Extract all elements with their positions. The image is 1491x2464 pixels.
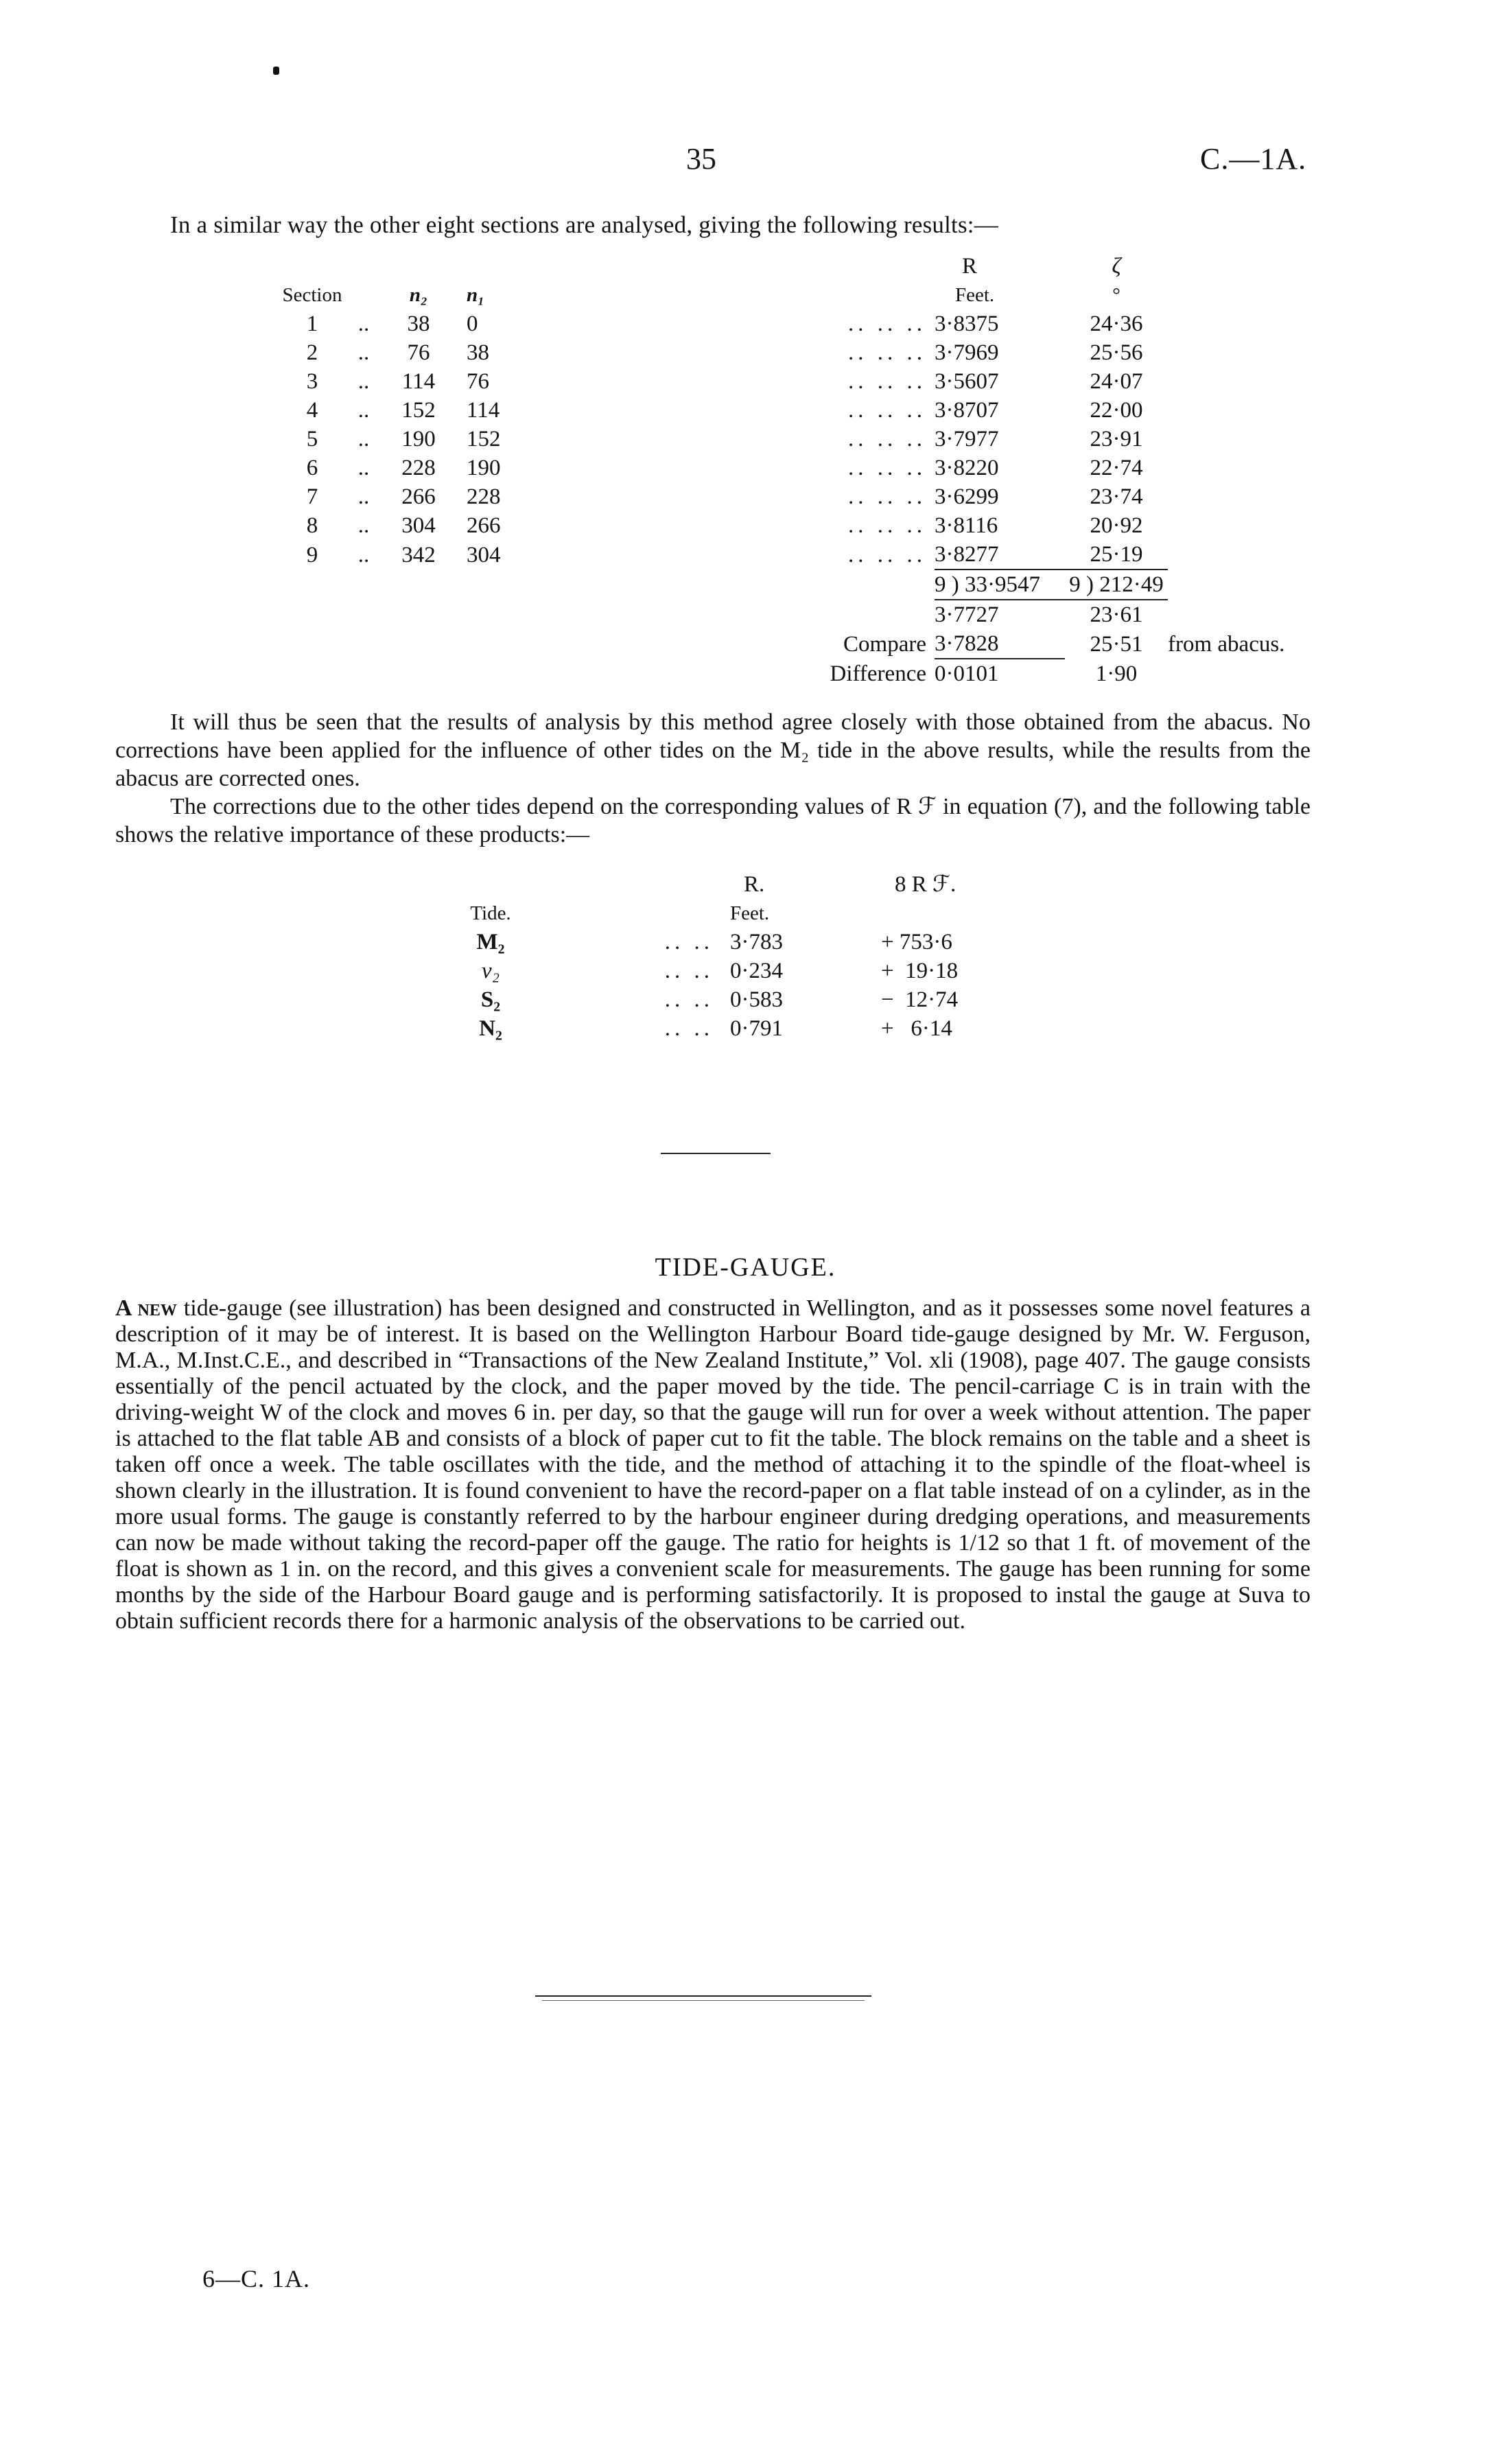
- dot-leader: .. .. ..: [848, 542, 926, 567]
- col-section-header: Section: [282, 284, 342, 306]
- end-rule: [535, 1995, 871, 1997]
- section-divider: [661, 1153, 771, 1154]
- dot-leader: ..: [357, 484, 370, 509]
- compare-row: [274, 629, 1346, 659]
- n1-value: 38: [467, 340, 489, 365]
- n1-value: 190: [467, 456, 501, 480]
- r-value: 3·8220: [935, 456, 999, 480]
- zeta-value: 23·74: [1090, 484, 1143, 509]
- tide-name: S₂: [480, 987, 501, 1012]
- table-row: [439, 1014, 1032, 1043]
- ink-speck: [273, 67, 279, 75]
- col-tide-header: Tide.: [470, 902, 511, 924]
- zeta-value: 22·00: [1090, 398, 1143, 423]
- difference-row: [274, 659, 1346, 688]
- compare-label: Compare: [843, 631, 926, 657]
- dot-leader: .. ..: [664, 987, 714, 1012]
- tide-name: N₂: [479, 1016, 502, 1041]
- n2-value: 114: [401, 369, 436, 394]
- dot-leader: ..: [357, 542, 370, 567]
- section-number: 9: [306, 542, 318, 567]
- table-row: [274, 511, 1346, 540]
- compare-zeta: 25·51: [1090, 631, 1143, 657]
- table-row: [274, 338, 1346, 367]
- n1-value: 266: [467, 513, 501, 538]
- tide-gauge-body: [115, 1295, 1311, 1634]
- compare-r: 3·7828: [935, 629, 1065, 659]
- n2-value: 266: [401, 484, 436, 509]
- col-zeta-header: ζ: [1112, 254, 1121, 279]
- dot-leader: .. ..: [664, 930, 714, 954]
- n1-value: 114: [467, 398, 500, 423]
- dot-leader: .. .. ..: [848, 340, 926, 365]
- section-heading: TIDE-GAUGE.: [655, 1253, 836, 1282]
- dot-leader: .. ..: [664, 1016, 714, 1041]
- dot-leader: .. .. ..: [848, 456, 926, 480]
- dot-leader: .. .. ..: [848, 369, 926, 394]
- n2-value: 152: [401, 398, 436, 423]
- r-value: 3·7977: [935, 427, 999, 451]
- zeta-value: 25·19: [1065, 540, 1168, 570]
- intro-sentence: In a similar way the other eight sections are analysed, giving the following results:—: [170, 211, 998, 238]
- body-text: tide-gauge (see illustration) has been designed and constructed in Wellington, and as it possesses some novel features a description of it may be of interest. It is based on the Wellington Harbour Board tide-gauge designed by Mr. W. Ferguson, M.A., M.Inst.C.E., and described in “Transactions of the New Zealand Institute,” Vol. xli (1908), page 407. The gauge consists essentially of the pencil actuated by the clock, and the paper moved by the tide. The pencil-carriage C is in train with the driving-weight W of the clock and moves 6 in. per day, so that the gauge will run for over a week without attention. The paper is attached to the flat table AB and consists of a block of paper cut to fit the table. The block remains on the table and a sheet is taken off once a week. The table oscillates with the tide, and the method of attaching it to the spindle of the float-wheel is shown clearly in the illustration. It is found convenient to have the record-paper on a flat table instead of on a cylinder, as in the more usual forms. The gauge is constantly referred to by the harbour engineer during dredging operations, and measurements can now be made without taking the record-paper off the gauge. The ratio for heights is 1/12 so that 1 ft. of movement of the float is shown as 1 in. on the record, and this gives a convenient scale for measurements. The gauge has been running for some months by the side of the Harbour Board gauge and is performing satisfactorily. It is proposed to instal the gauge at Suva to obtain sufficient records there for a harmonic analysis of the observations to be carried out.: [115, 1295, 1311, 1634]
- r-value: 3·8707: [935, 398, 999, 423]
- n1-value: 228: [467, 484, 501, 509]
- dot-leader: ..: [357, 513, 370, 538]
- tide-name: ν₂: [481, 959, 500, 983]
- difference-zeta: 1·90: [1095, 661, 1138, 686]
- tides-header-top: [439, 870, 1032, 899]
- tide-product: − 12·74: [881, 987, 959, 1012]
- table-row: [274, 540, 1346, 570]
- dot-leader: ..: [357, 398, 370, 423]
- table-row: [274, 309, 1346, 338]
- zeta-value: 25·56: [1090, 340, 1143, 365]
- section-number: 5: [306, 427, 318, 451]
- col-r-header: R.: [744, 872, 765, 897]
- table-row: [439, 957, 1032, 985]
- paragraph-corrections: The corrections due to the other tides depend on the corresponding values of R ℱ in equation (7), and the following table shows the relative importance of these products:—: [115, 794, 1311, 847]
- table-row: [274, 425, 1346, 454]
- table-row: [439, 985, 1032, 1014]
- r-value: 3·6299: [935, 484, 999, 509]
- dot-leader: ..: [357, 312, 370, 336]
- col-zeta-unit: °: [1112, 284, 1120, 306]
- zeta-value: 24·07: [1090, 369, 1143, 394]
- n2-value: 190: [401, 427, 436, 451]
- dot-leader: ..: [357, 456, 370, 480]
- zeta-value: 24·36: [1090, 312, 1143, 336]
- section-number: 3: [306, 369, 318, 394]
- section-number: 1: [306, 312, 318, 336]
- mean-zeta: 23·61: [1090, 602, 1143, 627]
- page-number: 35: [686, 142, 716, 176]
- col-r-unit: Feet.: [955, 284, 995, 306]
- sum-row: [274, 570, 1346, 600]
- col-product-header: 8 R ℱ.: [895, 872, 956, 897]
- dot-leader: ..: [357, 369, 370, 394]
- r-value: 3·7969: [935, 340, 999, 365]
- r-value: 3·5607: [935, 369, 999, 394]
- dot-leader: ..: [357, 427, 370, 451]
- col-r-header: R: [962, 254, 978, 279]
- paragraph-results: It will thus be seen that the results of analysis by this method agree closely with those obtained from the abacus. No corrections have been applied for the influence of other tides on the M₂ tide in the above results, while the results from the abacus are corrected ones.: [115, 709, 1311, 791]
- dot-leader: .. ..: [664, 959, 714, 983]
- col-r-unit: Feet.: [730, 902, 770, 924]
- tide-product: + 19·18: [881, 959, 959, 983]
- mean-r: 3·7727: [935, 602, 999, 627]
- dot-leader: .. .. ..: [848, 427, 926, 451]
- sum-r: 9 ) 33·9547: [935, 570, 1065, 600]
- section-number: 7: [306, 484, 318, 509]
- tide-r: 3·783: [730, 930, 783, 954]
- tide-r: 0·791: [730, 1016, 783, 1041]
- tides-header-bottom: [439, 899, 1032, 928]
- tide-product: + 753·6: [881, 930, 952, 954]
- n1-value: 76: [467, 369, 489, 394]
- zeta-value: 22·74: [1090, 456, 1143, 480]
- tide-r: 0·583: [730, 987, 783, 1012]
- tide-gauge-paragraph: [115, 1295, 1311, 1634]
- section-number: 6: [306, 456, 318, 480]
- col-n1-header: n₁: [467, 284, 485, 306]
- section-number: 4: [306, 398, 318, 423]
- table-row: [274, 454, 1346, 482]
- n1-value: 0: [467, 312, 478, 336]
- table-row: [439, 928, 1032, 957]
- n1-value: 304: [467, 542, 501, 567]
- r-value: 3·8116: [935, 513, 998, 538]
- table-row: [274, 482, 1346, 511]
- zeta-value: 23·91: [1090, 427, 1143, 451]
- zeta-value: 20·92: [1090, 513, 1143, 538]
- dot-leader: .. .. ..: [848, 484, 926, 509]
- dot-leader: ..: [357, 340, 370, 365]
- n2-value: 76: [407, 340, 430, 365]
- results-header-labels: [274, 281, 1346, 309]
- dot-leader: .. .. ..: [848, 398, 926, 423]
- results-header-symbols: [274, 252, 1346, 281]
- n2-value: 38: [407, 312, 430, 336]
- n1-value: 152: [467, 427, 501, 451]
- n2-value: 304: [401, 513, 436, 538]
- difference-r: 0·0101: [935, 661, 999, 686]
- tides-table: [439, 870, 1032, 1043]
- section-number: 2: [306, 340, 318, 365]
- tide-product: + 6·14: [881, 1016, 952, 1041]
- document-reference: C.—1A.: [1200, 142, 1307, 176]
- sum-zeta: 9 ) 212·49: [1065, 570, 1168, 600]
- n2-value: 342: [401, 542, 436, 567]
- tide-r: 0·234: [730, 959, 783, 983]
- tide-name: M₂: [476, 930, 505, 954]
- footer-signature: 6—C. 1A.: [202, 2265, 311, 2292]
- table-row: [274, 396, 1346, 425]
- lead-in: A new: [115, 1295, 177, 1321]
- compare-note: from abacus.: [1168, 631, 1285, 657]
- r-value: 3·8277: [935, 540, 1065, 570]
- r-value: 3·8375: [935, 312, 999, 336]
- mean-row: [274, 600, 1346, 629]
- dot-leader: .. .. ..: [848, 312, 926, 336]
- results-table: [274, 252, 1346, 688]
- section-number: 8: [306, 513, 318, 538]
- difference-label: Difference: [830, 661, 926, 686]
- col-n2-header: n₂: [409, 284, 428, 306]
- results-discussion: [115, 708, 1311, 849]
- end-rule-thin: [542, 2000, 865, 2001]
- dot-leader: .. .. ..: [848, 513, 926, 538]
- n2-value: 228: [401, 456, 436, 480]
- table-row: [274, 367, 1346, 396]
